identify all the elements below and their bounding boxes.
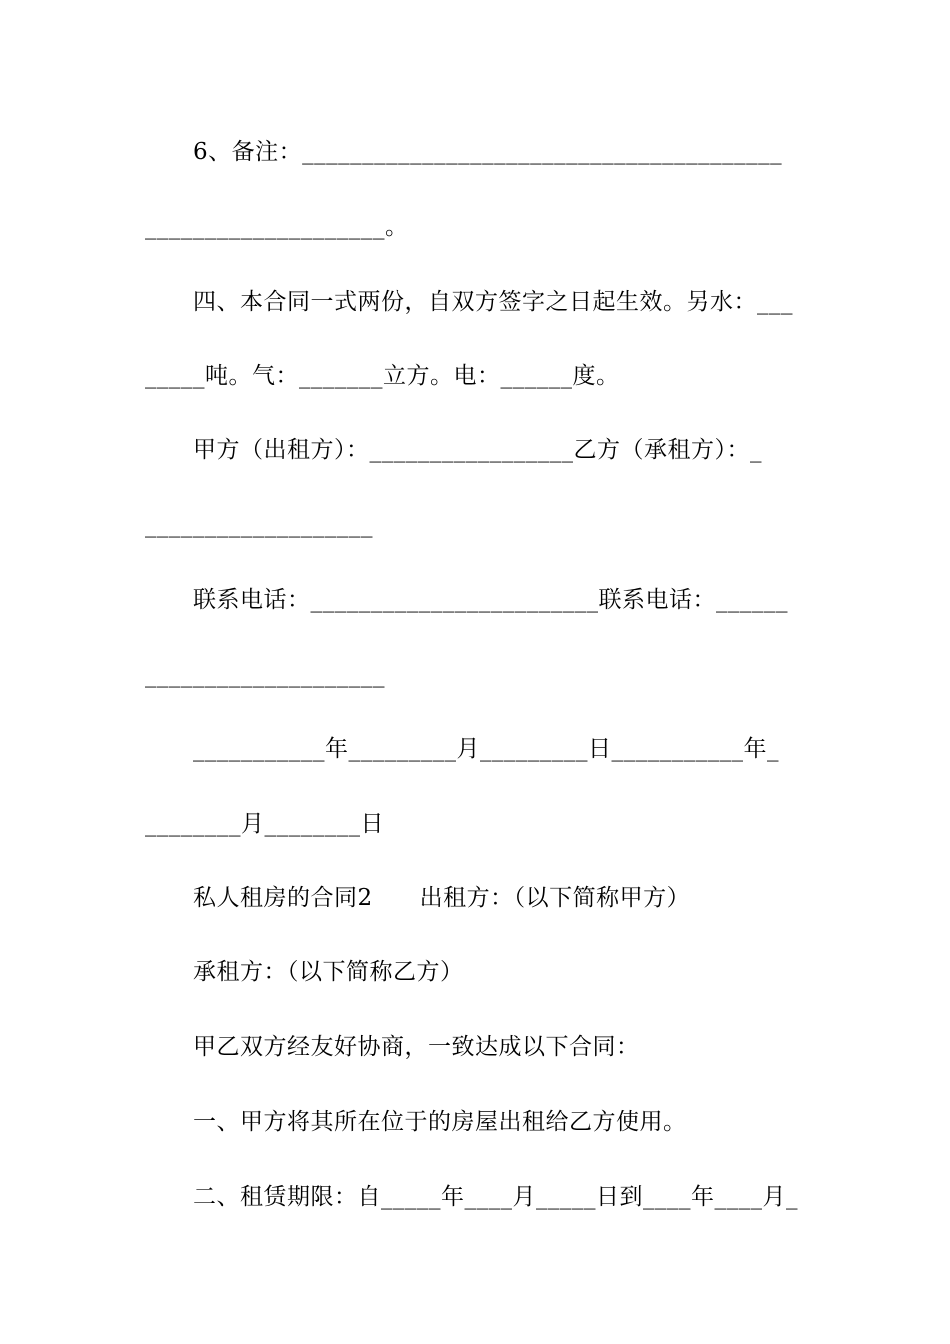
date-continuation: ________月________日: [145, 811, 384, 837]
clause-four-line: 四、本合同一式两份，自双方签字之日起生效。另水：___: [193, 289, 793, 315]
remarks-line: 6、备注：________________________________________: [193, 139, 783, 165]
utilities-line: _____吨。气：_______立方。电：______度。: [145, 363, 620, 389]
party-signature-line: 甲方（出租方）：_________________乙方（承租方）：_: [193, 437, 762, 463]
clause-one-line: 一、甲方将其所在位于的房屋出租给乙方使用。: [193, 1109, 687, 1135]
lease-term-line: 二、租赁期限：自_____年____月_____日到____年____月_: [193, 1184, 798, 1210]
lessee-line: 承租方：（以下简称乙方）: [193, 959, 464, 985]
party-signature-continuation: ___________________: [145, 512, 373, 538]
date-line: ___________年_________月_________日___________年_: [193, 736, 779, 762]
phone-continuation: ____________________: [145, 662, 385, 688]
remarks-continuation: ____________________。: [145, 214, 409, 240]
phone-line: 联系电话：________________________联系电话：______: [193, 587, 788, 613]
agreement-intro: 甲乙双方经友好协商，一致达成以下合同：: [193, 1034, 640, 1060]
contract-two-heading: 私人租房的合同2 出租方：（以下简称甲方）: [193, 885, 691, 911]
